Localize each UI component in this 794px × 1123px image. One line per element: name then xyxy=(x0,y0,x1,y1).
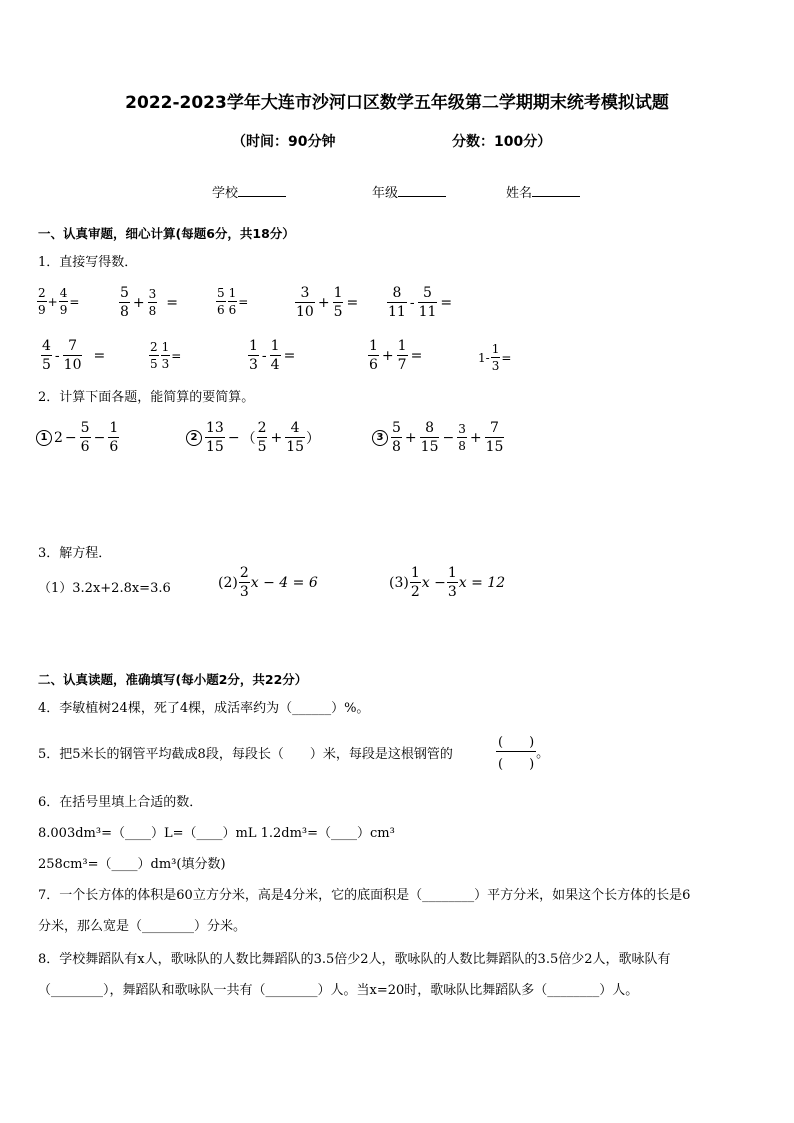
q2-item-3: 3 $\frac{5}{8}$ + $\frac{8}{15}$ − $\frac{3}{8}$ + $\frac{7}{15}$ xyxy=(372,421,505,454)
exam-score: 分数：100分） xyxy=(452,134,552,150)
question-8-line-1: 8．学校舞蹈队有x人，歌咏队的人数比舞蹈队的3.5倍少2人，歌咏队的人数比舞蹈队的3.5倍少2人，歌咏队有 xyxy=(38,952,671,967)
q1-item-2: $\frac{5}{8}$ + $\frac{3}{8}$ = xyxy=(120,285,179,320)
q1-item-7: $\frac{2}{5}$ $\frac{1}{3}$ = xyxy=(150,340,182,371)
q6-line-1: 8.003dm³=（____）L=（____）mL 1.2dm³=（____）cm³ xyxy=(38,826,395,841)
section1-heading: 一、认真审题，细心计算(每题6分，共18分） xyxy=(38,226,295,241)
school-field[interactable] xyxy=(212,182,286,201)
school-blank[interactable] xyxy=(238,184,286,197)
question-2: 2．计算下面各题，能简算的要简算。 xyxy=(38,390,255,405)
question-5: 5．把5米长的钢管平均截成8段，每段长（ ）米，每段是这根钢管的 xyxy=(38,747,453,762)
q2-item-2: 2 $\frac{13}{15}$ − （ $\frac{2}{5}$ + $\frac{4}{15}$ ） xyxy=(186,421,320,454)
q1-item-4: $\frac{3}{10}$ + $\frac{1}{5}$ = xyxy=(296,285,359,320)
grade-blank[interactable] xyxy=(398,184,446,197)
question-3: 3．解方程． xyxy=(38,546,112,561)
q1-item-3: $\frac{5}{6}$ $\frac{1}{6}$ = xyxy=(217,286,249,317)
question-4: 4．李敏植树24棵，死了4棵，成活率约为（______）%。 xyxy=(38,701,370,716)
q1-item-6: $\frac{4}{5}$ - $\frac{7}{10}$ = xyxy=(42,338,106,373)
q1-item-5: $\frac{8}{11}$ - $\frac{5}{11}$ = xyxy=(388,285,453,320)
q1-item-1: $\frac{2}{9}$ + $\frac{4}{9}$ = xyxy=(38,286,80,317)
exam-time: （时间：90分钟 xyxy=(232,134,336,150)
page-title: 2022-2023学年大连市沙河口区数学五年级第二学期期末统考模拟试题 xyxy=(125,93,669,113)
question-6: 6．在括号里填上合适的数． xyxy=(38,795,203,810)
school-label: 学校 xyxy=(212,186,239,201)
question-8-line-2: （________），舞蹈队和歌咏队一共有（________）人。当x=20时，歌咏队比舞蹈队多（________）人。 xyxy=(38,983,639,998)
section2-heading: 二、认真读题，准确填写(每小题2分，共22分） xyxy=(38,672,308,687)
name-field[interactable] xyxy=(506,182,580,201)
equation-1: （1）3.2x+2.8x=3.6 xyxy=(38,581,171,596)
q1-item-9: $\frac{1}{6}$ + $\frac{1}{7}$ = xyxy=(369,338,423,373)
equation-2: (2) $\frac{2}{3}$ x − 4 = 6 xyxy=(218,565,318,600)
q1-item-10: 1 - $\frac{1}{3}$ = xyxy=(478,342,512,373)
question-1: 1．直接写得数． xyxy=(38,255,138,270)
q2-item-1: 1 2 − $\frac{5}{6}$ − $\frac{1}{6}$ xyxy=(36,421,120,454)
grade-label: 年级 xyxy=(372,186,399,201)
equation-3: (3) $\frac{1}{2}$ x − $\frac{1}{3}$ x = 12 xyxy=(389,565,506,600)
q5-fraction-blank[interactable]: ( ) ( ) 。 xyxy=(498,735,550,772)
grade-field[interactable] xyxy=(372,182,446,201)
name-label: 姓名 xyxy=(506,186,533,201)
q1-item-8: $\frac{1}{3}$ - $\frac{1}{4}$ = xyxy=(249,338,296,373)
q6-line-2: 258cm³=（____）dm³(填分数) xyxy=(38,857,226,872)
name-blank[interactable] xyxy=(532,184,580,197)
question-7-line-1: 7．一个长方体的体积是60立方分米，高是4分米，它的底面积是（________）平方分米，如果这个长方体的长是6 xyxy=(38,888,691,903)
question-7-line-2: 分米，那么宽是（________）分米。 xyxy=(38,919,247,934)
